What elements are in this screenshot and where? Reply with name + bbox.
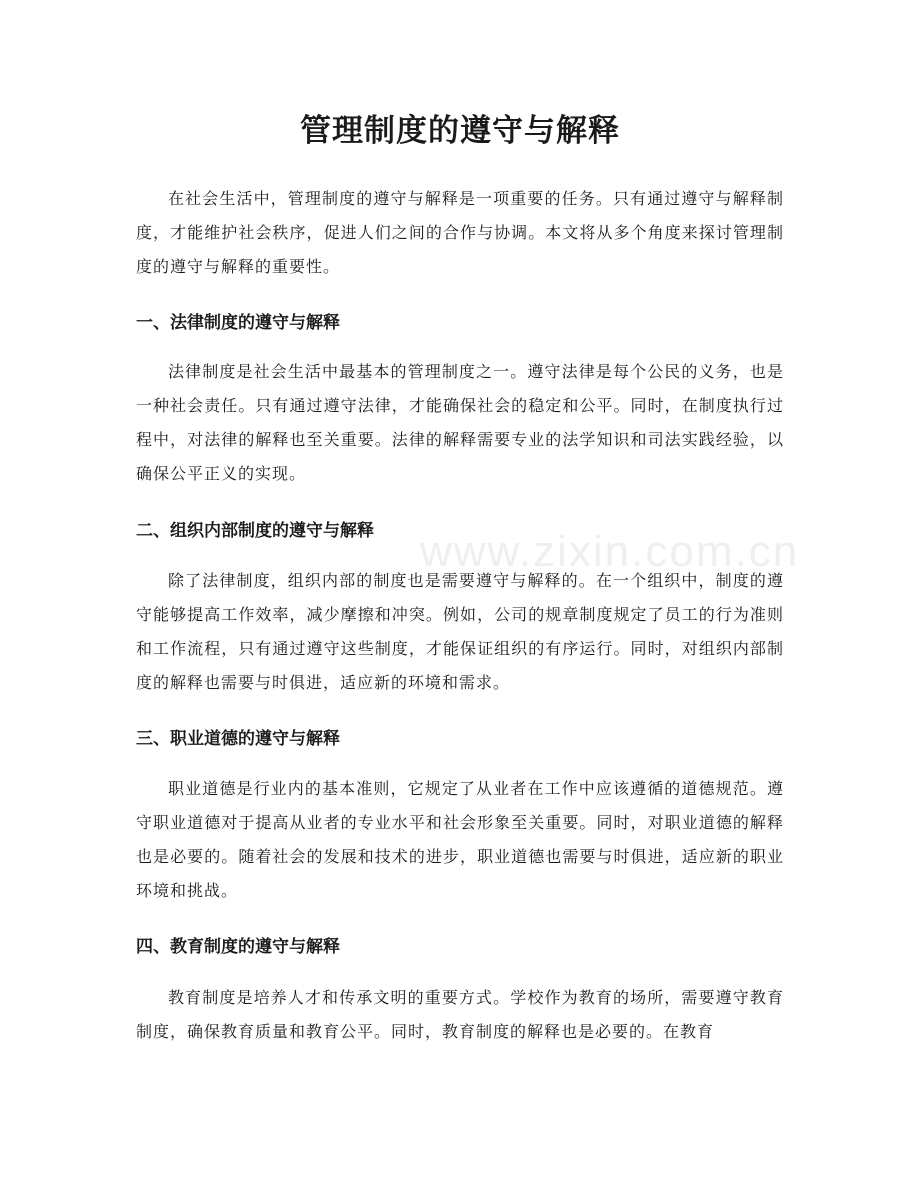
section-heading-3: 三、职业道德的遵守与解释 — [136, 729, 340, 749]
section-heading-1: 一、法律制度的遵守与解释 — [136, 313, 340, 333]
intro-paragraph: 在社会生活中，管理制度的遵守与解释是一项重要的任务。只有通过遵守与解释制度，才能维护社会秩序，促进人们之间的合作与协调。本文将从多个角度来探讨管理制度的遵守与解释的重要性。 — [136, 189, 784, 276]
document-title: 管理制度的遵守与解释 — [300, 113, 620, 149]
section-body-4: 教育制度是培养人才和传承文明的重要方式。学校作为教育的场所，需要遵守教育制度，确保教育质量和教育公平。同时，教育制度的解释也是必要的。在教育 — [136, 988, 784, 1041]
section-heading-4: 四、教育制度的遵守与解释 — [136, 937, 340, 957]
watermark: www.zixin.com.cn — [420, 527, 800, 576]
section-body-2: 除了法律制度，组织内部的制度也是需要遵守与解释的。在一个组织中，制度的遵守能够提高工作效率，减少摩擦和冲突。例如，公司的规章制度规定了员工的行为准则和工作流程，只有通过遵守这些制度，才能保证组织的有序运行。同时，对组织内部制度的解释也需要与时俱进，适应新的环境和需求。 — [136, 571, 784, 692]
section-heading-2: 二、组织内部制度的遵守与解释 — [136, 521, 374, 541]
section-body-3: 职业道德是行业内的基本准则，它规定了从业者在工作中应该遵循的道德规范。遵守职业道德对于提高从业者的专业水平和社会形象至关重要。同时，对职业道德的解释也是必要的。随着社会的发展和技术的进步，职业道德也需要与时俱进，适应新的职业环境和挑战。 — [136, 779, 784, 900]
section-body-1: 法律制度是社会生活中最基本的管理制度之一。遵守法律是每个公民的义务，也是一种社会责任。只有通过遵守法律，才能确保社会的稳定和公平。同时，在制度执行过程中，对法律的解释也至关重要。法律的解释需要专业的法学知识和司法实践经验，以确保公平正义的实现。 — [136, 362, 784, 483]
